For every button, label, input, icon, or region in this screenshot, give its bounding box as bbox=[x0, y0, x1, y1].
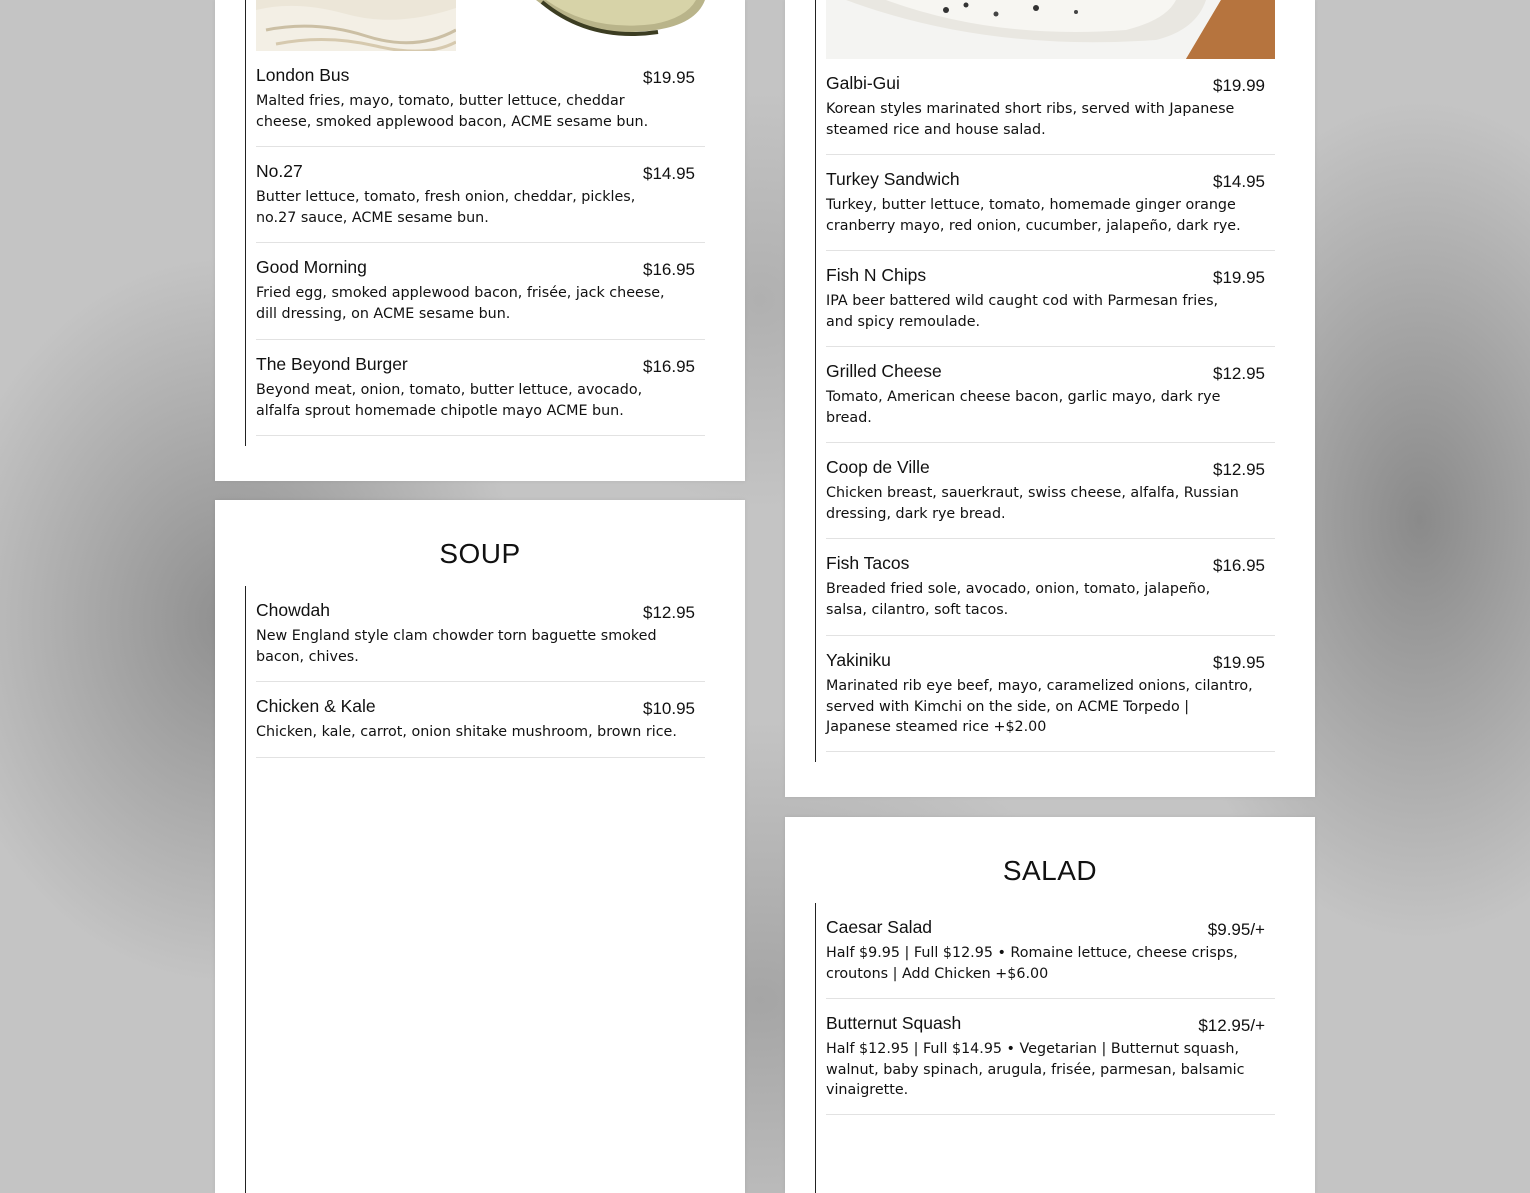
item-price: $16.95 bbox=[643, 260, 695, 279]
menu-item bbox=[256, 65, 705, 147]
item-price: $12.95/+ bbox=[1198, 1016, 1265, 1035]
item-name: Chowdah bbox=[256, 600, 330, 620]
menu-item bbox=[826, 917, 1275, 999]
menu-item bbox=[826, 265, 1275, 347]
item-name: Fish Tacos bbox=[826, 553, 910, 573]
section-title: SALAD bbox=[1002, 855, 1098, 886]
menu-item bbox=[256, 257, 705, 340]
item-description: Tomato, American cheese bacon, garlic mayo, dark rye bread. bbox=[826, 389, 1221, 426]
item-price: $10.95 bbox=[643, 699, 695, 718]
item-name: Good Morning bbox=[256, 257, 367, 277]
item-description: Malted fries, mayo, tomato, butter lettuce, cheddar cheese, smoked applewood bacon, ACME sesame bun. bbox=[256, 93, 649, 130]
burgers-card bbox=[215, 0, 745, 481]
item-description: Turkey, butter lettuce, tomato, homemade ginger orange cranberry mayo, red onion, cucumber, jalapeño, dark rye. bbox=[826, 197, 1241, 234]
item-description: Half $9.95 | Full $12.95 • Romaine lettuce, cheese crisps, croutons | Add Chicken +$6.00 bbox=[826, 945, 1238, 982]
vertical-rule bbox=[815, 903, 816, 1193]
menu-item bbox=[826, 650, 1275, 752]
item-price: $9.95/+ bbox=[1207, 920, 1265, 939]
item-description: Chicken breast, sauerkraut, swiss cheese, alfalfa, Russian dressing, dark rye bread. bbox=[826, 485, 1239, 522]
item-price: $14.95 bbox=[1213, 172, 1265, 191]
item-description: Marinated rib eye beef, mayo, caramelized onions, cilantro, served with Kimchi on the side, on ACME Torpedo | Japanese steamed rice +$2.00 bbox=[826, 678, 1253, 735]
menu-item bbox=[826, 73, 1275, 155]
item-description: Beyond meat, onion, tomato, butter lettuce, avocado, alfalfa sprout homemade chipotle mayo ACME bun. bbox=[256, 382, 643, 419]
menu-item bbox=[256, 161, 705, 243]
menu-item bbox=[826, 169, 1275, 251]
menu-item bbox=[826, 361, 1275, 443]
mains-card bbox=[785, 0, 1315, 797]
item-price: $19.95 bbox=[1213, 653, 1265, 672]
item-name: Turkey Sandwich bbox=[826, 169, 960, 189]
item-price: $16.95 bbox=[643, 357, 695, 376]
item-description: Breaded fried sole, avocado, onion, tomato, jalapeño, salsa, cilantro, soft tacos. bbox=[826, 581, 1211, 618]
item-name: Galbi-Gui bbox=[826, 73, 900, 93]
item-name: Yakiniku bbox=[826, 650, 891, 670]
item-description: Chicken, kale, carrot, onion shitake mushroom, brown rice. bbox=[256, 724, 677, 740]
item-price: $12.95 bbox=[1213, 460, 1265, 479]
menu-item bbox=[256, 600, 705, 682]
item-name: The Beyond Burger bbox=[256, 354, 408, 374]
item-price: $14.95 bbox=[643, 164, 695, 183]
food-photo-fries-pickles bbox=[256, 0, 705, 51]
menu-item bbox=[826, 553, 1275, 636]
item-description: Fried egg, smoked applewood bacon, frisée, jack cheese, dill dressing, on ACME sesame bun. bbox=[256, 285, 665, 322]
salad-card bbox=[785, 817, 1315, 1193]
vertical-rule bbox=[245, 586, 246, 1193]
item-price: $12.95 bbox=[1213, 364, 1265, 383]
soup-card bbox=[215, 500, 745, 1193]
item-price: $19.95 bbox=[643, 68, 695, 87]
item-price: $12.95 bbox=[643, 603, 695, 622]
item-description: Korean styles marinated short ribs, served with Japanese steamed rice and house salad. bbox=[826, 101, 1235, 138]
item-name: Fish N Chips bbox=[826, 265, 927, 285]
menu-item bbox=[826, 457, 1275, 539]
item-name: Grilled Cheese bbox=[826, 361, 942, 381]
menu-item bbox=[256, 696, 705, 758]
item-name: Caesar Salad bbox=[826, 917, 933, 937]
menu-item bbox=[256, 354, 705, 436]
item-price: $19.99 bbox=[1213, 76, 1265, 95]
vertical-rule bbox=[815, 0, 816, 762]
menu-item bbox=[826, 1013, 1275, 1115]
item-name: Butternut Squash bbox=[826, 1013, 962, 1033]
item-name: Chicken & Kale bbox=[256, 696, 376, 716]
item-name: Coop de Ville bbox=[826, 457, 930, 477]
item-price: $19.95 bbox=[1213, 268, 1265, 287]
item-description: IPA beer battered wild caught cod with Parmesan fries, and spicy remoulade. bbox=[826, 293, 1219, 330]
vertical-rule bbox=[245, 0, 246, 446]
item-description: New England style clam chowder torn baguette smoked bacon, chives. bbox=[256, 628, 657, 665]
item-name: No.27 bbox=[256, 161, 303, 181]
section-title: SOUP bbox=[439, 538, 521, 569]
item-description: Butter lettuce, tomato, fresh onion, cheddar, pickles, no.27 sauce, ACME sesame bun. bbox=[256, 189, 636, 226]
item-price: $16.95 bbox=[1213, 556, 1265, 575]
food-photo-rice bbox=[826, 0, 1275, 59]
item-name: London Bus bbox=[256, 65, 350, 85]
item-description: Half $12.95 | Full $14.95 • Vegetarian | Butternut squash, walnut, baby spinach, arugula, frisée, parmesan, balsamic vinaigrette. bbox=[826, 1041, 1245, 1098]
